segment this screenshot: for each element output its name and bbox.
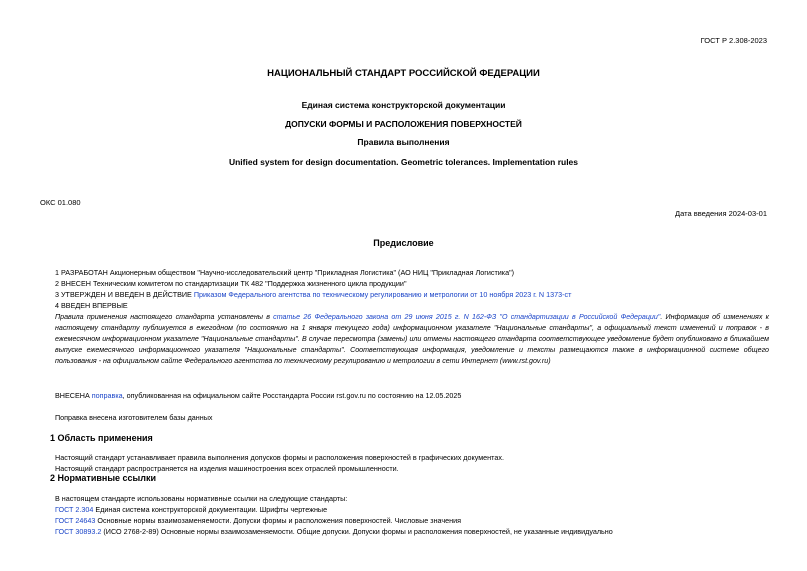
english-title: Unified system for design documentation. Geometric tolerances. Implementation rules — [228, 157, 579, 167]
reference-text: Единая система конструкторской документации. Шрифты чертежные — [93, 505, 328, 514]
rules-text-1: Правила применения настоящего стандарта установлены в — [55, 313, 274, 321]
rules-text-2: . Информация об изменениях к настоящему стандарту публикуется в ежегодном (по состоянию на 1 января текущего года) информационном указателе "Национальные стандарты", а официальный текст изменений и поправок - в ежемесячном информационном указателе "Национальные стандарты". В случае пересмотра (замены) или отмены настоящего стандарта соответствующее уведомление будет опубликовано в ближайшем выпуске ежемесячного информационного указателя "Национальные стандарты". Соответствующая информация, уведомление и тексты размещаются также в информационной системе общего пользования - на официальном сайте Федерального агентства по техническому регулированию и метрологии в сети Интернет (www.rst.gov.ru) — [55, 313, 769, 365]
order-link[interactable]: Приказом Федерального агентства по техническому регулированию и метрологии от 10 ноября 2023 г. N 1373-ст — [193, 290, 572, 299]
reference-item — [55, 527, 613, 536]
amendment-link[interactable]: поправка — [91, 391, 123, 400]
section-1-heading: 1 Область применения — [50, 433, 153, 443]
standard-title: НАЦИОНАЛЬНЫЙ СТАНДАРТ РОССИЙСКОЙ ФЕДЕРАЦИИ — [267, 68, 540, 79]
gost-2-304-link[interactable]: ГОСТ 2.304 — [55, 505, 94, 514]
federal-law-link[interactable]: статье 26 Федерального закона от 29 июня 2015 г. N 162-ФЗ "О стандартизации в Российской Федерации" — [273, 313, 661, 321]
section-1-paragraph-2: Настоящий стандарт распространяется на изделия машиностроения всех отраслей промышленности. — [55, 464, 399, 473]
introduction-date: Дата введения 2024-03-01 — [675, 209, 767, 218]
reference-text: (ИСО 2768-2-89) Основные нормы взаимозаменяемости. Общие допуски. Допуски формы и расположения поверхностей, не указанные индивидуально — [101, 527, 613, 536]
reference-item — [55, 505, 327, 514]
amendment-prefix: ВНЕСЕНА — [55, 391, 92, 400]
section-1-paragraph-1: Настоящий стандарт устанавливает правила выполнения допусков формы и расположения поверхностей в графических документах. — [55, 453, 504, 462]
system-title: Единая система конструкторской документации — [301, 100, 506, 110]
foreword-item-2: 2 ВНЕСЕН Техническим комитетом по стандартизации ТК 482 "Поддержка жизненного цикла продукции" — [55, 279, 407, 288]
section-2-intro: В настоящем стандарте использованы нормативные ссылки на следующие стандарты: — [55, 494, 348, 503]
foreword-item-3 — [55, 290, 571, 299]
section-2-heading: 2 Нормативные ссылки — [50, 473, 156, 483]
foreword-heading: Предисловие — [373, 238, 434, 248]
reference-text: Основные нормы взаимозаменяемости. Допуски формы и расположения поверхностей. Числовые значения — [95, 516, 461, 525]
foreword-rules-paragraph — [55, 312, 769, 367]
document-code: ГОСТ Р 2.308-2023 — [700, 36, 767, 45]
gost-24643-link[interactable]: ГОСТ 24643 — [55, 516, 96, 525]
foreword-item-3-label: 3 УТВЕРЖДЕН И ВВЕДЕН В ДЕЙСТВИЕ — [55, 290, 194, 299]
oks-code: ОКС 01.080 — [40, 198, 81, 207]
amendment-note: Поправка внесена изготовителем базы данных — [55, 413, 213, 422]
foreword-item-1: 1 РАЗРАБОТАН Акционерным обществом "Научно-исследовательский центр "Прикладная Логистика" (АО НИЦ "Прикладная Логистика") — [55, 268, 515, 277]
document-subtitle: Правила выполнения — [357, 137, 450, 147]
amendment-line — [55, 391, 461, 400]
reference-item — [55, 516, 461, 525]
document-title: ДОПУСКИ ФОРМЫ И РАСПОЛОЖЕНИЯ ПОВЕРХНОСТЕЙ — [285, 119, 522, 129]
foreword-item-4: 4 ВВЕДЕН ВПЕРВЫЕ — [55, 301, 128, 310]
gost-30893-2-link[interactable]: ГОСТ 30893.2 — [55, 527, 102, 536]
amendment-suffix: , опубликованная на официальном сайте Росстандарта России rst.gov.ru по состоянию на 12.05.2025 — [122, 391, 462, 400]
